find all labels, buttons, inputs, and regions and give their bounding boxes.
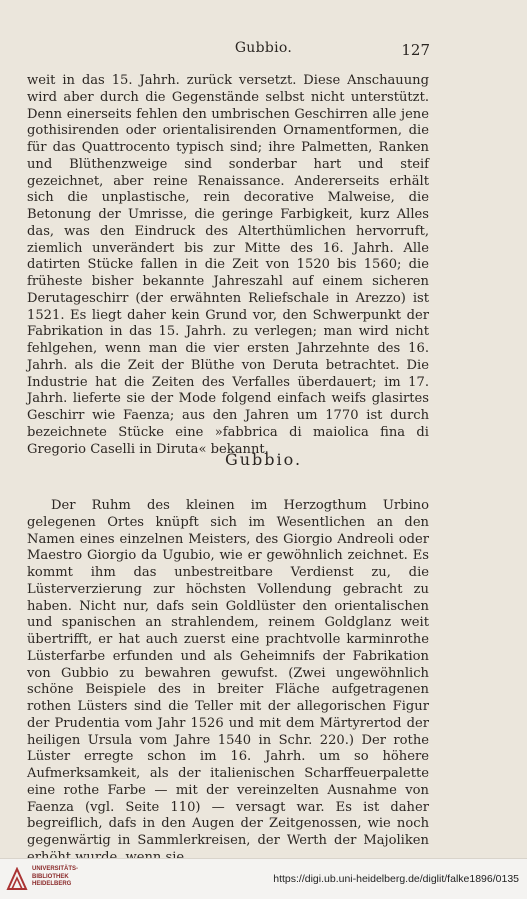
body-paragraph-2 <box>27 498 429 867</box>
running-title: Gubbio. <box>234 40 293 56</box>
section-heading: Gubbio. <box>224 450 303 469</box>
source-url-link[interactable]: https://digi.ub.uni-heidelberg.de/diglit/falke1896/0135 <box>273 873 519 885</box>
body-paragraph-1 <box>27 73 429 458</box>
page-number: 127 <box>401 41 430 59</box>
library-logo-icon <box>6 867 28 891</box>
running-head <box>0 40 527 60</box>
footer-bar <box>0 858 527 899</box>
paragraph-text: weit in das 15. Jahrh. zurück versetzt. Diese Anschauung wird aber durch die Gegenstände selbst nicht unterstützt. Denn einerseits fehlen den umbrischen Geschirren alle jene gothisirenden oder orientalisirenden Ornamentformen, die für das Quattrocento typisch sind; ihre Palmetten, Ranken und Blüthenzweige sind sonderbar hart und steif gezeichnet, aber reine Renaissance. Andererseits erhält sich die unplastische, rein decorative Malweise, die Betonung der Umrisse, die geringe Farbigkeit, kurz Alles das, was den Eindruck des Alterthümlichen hervorruft, ziemlich unverändert bis zur Mitte des 16. Jahrh. Alle datirten Stücke fallen in die Zeit von 1520 bis 1560; die früheste bisher bekannte Jahreszahl auf einem sicheren Derutageschirr (der erwähnten Reliefschale in Arezzo) ist 1521. Es liegt daher kein Grund vor, den Schwerpunkt der Fabrikation in das 15. Jahrh. zu verlegen; man wird nicht fehlgehen, wenn man die vier ersten Jahrzehnte des 16. Jahrh. als die Zeit der Blüthe von Deruta betrachtet. Die Industrie hat die Zeiten des Verfalles überdauert; im 17. Jahrh. lieferte sie der Mode folgend einfach weifs glasirtes Geschirr wie Faenza; aus den Jahren um 1770 ist durch bezeichnete Stücke eine »fabbrica di maiolica fina di Gregorio Caselli in Diruta« bekannt. <box>27 73 429 457</box>
library-name: UNIVERSITÄTS- BIBLIOTHEK HEIDELBERG <box>32 866 79 887</box>
paragraph-text: Der Ruhm des kleinen im Herzogthum Urbino gelegenen Ortes knüpft sich im Wesentlichen an den Namen eines einzelnen Meisters, des Giorgio Andreoli oder Maestro Giorgio da Ugubio, wie er gewöhnlich zeichnet. Es kommt ihm das unbestreitbare Verdienst zu, die Lüsterverzierung zur höchsten Vollendung gebracht zu haben. Nicht nur, dafs sein Goldlüster den orientalischen und spanischen an strahlendem, reinem Goldglanz weit übertrifft, er hat auch zuerst eine prachtvolle karminrothe Lüsterfarbe erfunden und als Geheimnifs der Fabrikation von Gubbio zu bewahren gewufst. (Zwei ungewöhnlich schöne Beispiele des in breiter Fläche aufgetragenen rothen Lüsters sind die Teller mit der allegorischen Figur der Prudentia vom Jahr 1526 und mit dem Märtyrertod der heiligen Ursula vom Jahre 1540 in Schr. 220.) Der rothe Lüster erregte schon im 16. Jahrh. um so höhere Aufmerksamkeit, als der italienischen Scharffeuerpalette eine rothe Farbe — mit der vereinzelten Ausnahme von Faenza (vgl. Seite 110) — versagt war. Es ist daher begreiflich, dafs in den Augen der Zeitgenossen, wie noch gegenwärtig in Sammlerkreisen, der Werth der Majoliken <box>27 498 429 848</box>
